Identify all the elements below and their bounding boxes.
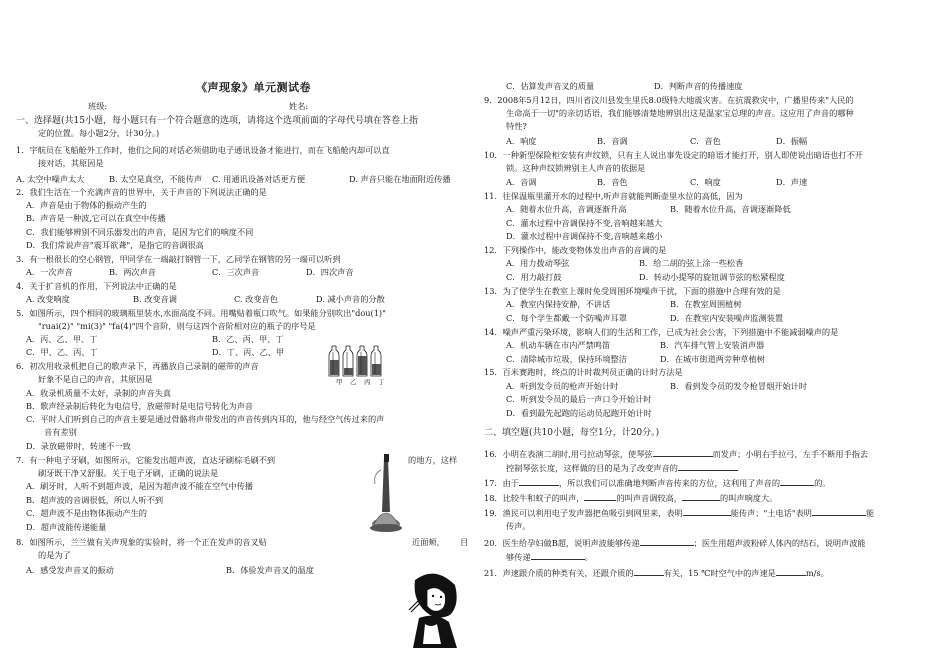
q16-text-3: 控制琴弦长度，这样做的目的是为了改变声音的 <box>506 463 678 473</box>
question-7-cont: 刷牙既干净又舒服。关于电子牙刷，正确的说法是 <box>38 468 219 478</box>
q20-blank-2[interactable] <box>531 551 585 560</box>
q2-option-a: A．声音是由于物体的振动产生的 <box>26 200 147 210</box>
q9-option-d: D．振幅 <box>776 136 808 146</box>
q12-option-a: A．用力拨动琴弦 <box>506 258 570 268</box>
q10-option-c: C．响度 <box>690 177 721 187</box>
q17-text-3: 的。 <box>814 478 831 488</box>
q10-option-d: D．声速 <box>776 177 808 187</box>
q6-option-d: D．录放磁带时，转速不一致 <box>26 441 131 451</box>
section-1-heading: 一、选择题(共15小题，每小题只有一个符合题意的选项，请将这个选项前面的字母代号填在答卷上指 <box>16 116 418 126</box>
q6-option-c: C．平时人们听到自己的声音主要是通过骨骼将声带发出的声音传到内耳的，他与经空气传过来的声 <box>26 414 385 424</box>
q20-text-2: ；医生用超声波粉碎人体内的结石，说明声波能 <box>693 538 866 548</box>
question-13: 13．为了使学生在教室上课时免受周围环境噪声干扰，下面的措施中合理有效的是 <box>484 286 781 296</box>
q4-option-a: A. 改变响度 <box>26 294 70 304</box>
question-11: 11．往保温瓶里灌开水的过程中,听声音就能判断壶里水位的高低，因为 <box>484 191 743 201</box>
q17-blank-2[interactable] <box>780 477 814 486</box>
question-6: 6．初次用收录机把自己的歌声录下，再播放自己录制的磁带的声音 <box>16 361 259 371</box>
q12-option-d: D．转动小提琴的旋钮调节弦的松紧程度 <box>639 272 785 282</box>
q4-option-b: B. 改变音调 <box>133 294 177 304</box>
q2-option-b: B．声音是一种波,它可以在真空中传播 <box>26 213 166 223</box>
q11-option-c: C．灌水过程中音调保持不变,音响越来越大 <box>506 218 663 228</box>
q16-blank-2[interactable] <box>678 462 738 471</box>
q16-text-2: 而发声；小明右手拉弓，左手不断用手指去 <box>712 449 869 459</box>
question-5: 5．如图所示，四个相同的玻璃瓶里装水,水面高度不同。用嘴贴着瓶口吹气。如果能分别吹出"dou(1)" <box>16 308 386 318</box>
section-2-heading: 二、填空题(共10小题，每空1分，计20分。) <box>484 428 660 438</box>
q10-option-b: B．音色 <box>597 177 628 187</box>
q18-blank-2[interactable] <box>682 492 720 501</box>
q17-text-2: ，所以我们可以准确地判断声音传来的方位，这利用了声音的 <box>558 478 781 488</box>
question-18 <box>484 492 777 504</box>
q14-option-b: B．汽车排气管上安装消声器 <box>660 340 765 350</box>
q18-text-3: 的叫声响度大。 <box>720 493 778 503</box>
question-5-cont: "ruai(2)" "mi(3)" "fa(4)"四个音阶，则与这四个音阶相对应的瓶子的序号是 <box>38 321 316 331</box>
q3-option-d: D．四次声音 <box>306 267 354 277</box>
question-1-cont: 接对话，其原因是 <box>38 158 104 168</box>
q9-option-b: B．音调 <box>597 136 628 146</box>
question-17 <box>484 477 830 489</box>
question-16-cont <box>506 462 738 474</box>
q6-option-b: B．歌声经录制后转化为电信号，放磁带时是电信号转化为声音 <box>26 401 254 411</box>
q7-option-d: D．超声波能传递能量 <box>26 522 107 532</box>
q3-option-b: B．两次声音 <box>109 267 156 277</box>
question-7-tail: 的地方，这样 <box>408 455 458 465</box>
q13-option-d: D．在教室内安装噪声监测装置 <box>670 313 784 323</box>
question-8-cont: 的是为了 <box>38 550 71 560</box>
q19-blank-2[interactable] <box>812 507 866 516</box>
question-16 <box>484 448 868 460</box>
q11-option-a: A．随着水位升高，音调逐渐升高 <box>506 204 627 214</box>
q2-option-d: D．我们常说声音"震耳欲聋"，是指它的音调很高 <box>26 240 204 250</box>
question-8-tail2: 目 <box>460 537 469 547</box>
q17-text-1: 17．由于 <box>484 478 519 488</box>
q12-option-c: C．用力敲打鼓 <box>506 272 562 282</box>
q15-option-a: A．听到发令员的枪声开始计时 <box>506 381 619 391</box>
q17-blank-1[interactable] <box>519 477 559 486</box>
q21-blank-1[interactable] <box>634 567 664 576</box>
page-title: 《声现象》单元测试卷 <box>196 81 311 94</box>
q20-text-4: 。 <box>584 552 593 562</box>
q15-option-c: C．听到发令员的最后一声口令开始计时 <box>506 394 652 404</box>
q14-option-a: A．机动车辆在市内严禁鸣笛 <box>506 340 611 350</box>
q3-option-a: A．一次声音 <box>26 267 73 277</box>
bottle-label-ding: 丁 <box>378 378 385 386</box>
q7-option-b: B．超声波的音调很低，所以人听不到 <box>26 495 164 505</box>
q7-option-c: C．超声波不是由物体振动产生的 <box>26 508 147 518</box>
q4-option-d: D. 减小声音的分散 <box>316 294 385 304</box>
q7-option-a: A．刷牙时，人听不到超声波，是因为超声波不能在空气中传播 <box>26 481 253 491</box>
question-10-cont: 锁。这种声纹锁辨别主人声音的依据是 <box>506 163 646 173</box>
q5-option-b: B．乙、丙、甲、丁 <box>212 334 284 344</box>
q18-blank-1[interactable] <box>584 492 616 501</box>
question-9-cont: 生命高于一切"的亲切话语，我们能够清楚地辨别出这是温家宝总理的声音。这应用了声音的哪种 <box>506 108 854 118</box>
question-14: 14．噪声严重污染环境，影响人们的生活和工作，已成为社会公害，下列措施中不能减弱噪声的是 <box>484 327 839 337</box>
question-8-tail: 近面颊， <box>412 537 445 547</box>
q1-option-c: C. 用通讯设备对话更方便 <box>212 174 306 184</box>
q4-option-c: C. 改变音色 <box>234 294 278 304</box>
q21-blank-2[interactable] <box>776 567 806 576</box>
q2-option-c: C．我们能够辨别不同乐器发出的声音，是因为它们的响度不同 <box>26 227 254 237</box>
q21-text-2: 有关，15 ℃时空气中的声速是 <box>663 568 776 578</box>
question-19-cont: 传声。 <box>506 521 531 531</box>
question-4: 4．关于扩音机的作用，下列说法中正确的是 <box>16 281 177 291</box>
bottle-label-yi: 乙 <box>350 378 357 386</box>
q20-text-3: 够传递 <box>506 552 531 562</box>
q20-text-1: 20．医生给孕妇做B超，说明声波能够传递 <box>484 538 640 548</box>
question-6-cont: 好象不是自己的声音，其原因是 <box>38 374 153 384</box>
q14-option-c: C．清除城市垃圾，保持环境整洁 <box>506 354 627 364</box>
q16-blank-1[interactable] <box>653 448 713 457</box>
q8-option-a: A．感受发声音叉的振动 <box>26 565 114 575</box>
q5-option-c: C．甲、乙、丙、丁 <box>26 347 98 357</box>
bottle-label-jia: 甲 <box>336 378 343 386</box>
q15-option-b: B．看到发令员的发令枪冒烟开始计时 <box>670 381 808 391</box>
q11-option-b: B．随着水位升高，音调逐渐降低 <box>670 204 791 214</box>
q10-option-a: A．音调 <box>506 177 537 187</box>
class-label: 班级: <box>88 101 108 111</box>
q21-text-1: 21．声速跟介质的种类有关，还跟介质的 <box>484 568 634 578</box>
q21-text-3: m/s。 <box>805 568 829 578</box>
q19-text-2: 能传声；"土电话"表明 <box>730 508 812 518</box>
question-9-cont2: 特性? <box>506 121 527 131</box>
girl-tuning-fork-figure <box>405 570 465 650</box>
q5-option-d: D．丁、丙、乙、甲 <box>212 347 285 357</box>
q13-option-a: A．教室内保持安静，不讲话 <box>506 299 611 309</box>
q19-text-3: 能 <box>865 508 875 518</box>
toothbrush-figure <box>366 452 406 537</box>
q19-blank-1[interactable] <box>683 507 731 516</box>
q11-option-d: D．灌水过程中音调保持不变,音响越来越小 <box>506 231 663 241</box>
q15-option-d: D．看到最先起跑的运动员起跑开始计时 <box>506 408 652 418</box>
q14-option-d: D．在城市街道两旁种草植树 <box>660 354 765 364</box>
question-8: 8．如图所示，兰兰做有关声现象的实验时，将一个正在发声的音叉贴 <box>16 537 267 547</box>
question-7: 7．有一种电子牙刷，如图所示，它能发出超声波，直达牙刷棕毛刷不到 <box>16 455 276 465</box>
section-1-heading-cont: 定的位置。每小题2分，计30分。) <box>38 128 160 138</box>
q1-option-a: A. 太空中噪声太大 <box>16 174 85 184</box>
q9-option-c: C．音色 <box>690 136 721 146</box>
q1-option-b: B. 太空是真空，不能传声 <box>109 174 203 184</box>
bottle-label-bing: 丙 <box>364 378 371 386</box>
question-21 <box>484 567 829 579</box>
q8-option-d: D．判断声音的传播速度 <box>654 81 743 91</box>
q1-option-d: D. 声音只能在地面附近传播 <box>349 174 451 184</box>
q13-option-b: B．在教室周围植树 <box>670 299 742 309</box>
q18-text-2: 的叫声音调较高， <box>616 493 682 503</box>
q3-option-c: C．三次声音 <box>212 267 260 277</box>
question-9: 9．2008年5月12日，四川省汶川县发生里氏8.0级特大地震灾害。在抗震救灾中，广播里传来"人民的 <box>484 95 854 105</box>
q9-option-a: A．响度 <box>506 136 537 146</box>
question-15: 15．百米赛跑时，终点的计时裁判员正确的计时方法是 <box>484 367 683 377</box>
q8-option-c: C．估算发声音叉的质量 <box>506 81 595 91</box>
question-12: 12．下列操作中，能改变物体发出声音的音调的是 <box>484 245 667 255</box>
name-label: 姓名: <box>289 101 309 111</box>
question-20-cont <box>506 551 593 563</box>
q20-blank-1[interactable] <box>640 537 694 546</box>
q6-option-c-cont: 音有差别 <box>44 427 77 437</box>
q19-text-1: 19．渔民可以利用电子发声器把鱼吸引到网里来，表明 <box>484 508 683 518</box>
q18-text-1: 18．比较牛和蚊子的叫声， <box>484 493 585 503</box>
q6-option-a: A．收录机质量不太好，录制的声音失真 <box>26 388 172 398</box>
question-10: 10．一种新型保险柜安装有声纹锁，只有主人说出事先设定的暗语才能打开，别人即使说出暗语也打不开 <box>484 150 863 160</box>
question-20 <box>484 537 866 549</box>
question-3: 3．有一根很长的空心钢管，甲同学在一端敲打钢管一下，乙同学在钢管的另一端可以听到 <box>16 254 341 264</box>
q5-option-a: A．丙、乙、甲、丁 <box>26 334 98 344</box>
question-1: 1．宇航员在飞船舱外工作时，他们之间的对话必须借助电子通讯设备才能进行，而在飞船舱内却可以直 <box>16 145 390 155</box>
question-2: 2．我们生活在一个充满声音的世界中，关于声音的下列说法正确的是 <box>16 187 267 197</box>
q16-text-1: 16．小明在表演二胡时,用弓拉动琴弦，使琴弦 <box>484 449 653 459</box>
q13-option-c: C．每个学生都戴一个防噪声耳罩 <box>506 313 627 323</box>
q12-option-b: B．给二胡的弦上涂一些松香 <box>639 258 744 268</box>
question-19 <box>484 507 874 519</box>
q8-option-b: B．体验发声音叉的温度 <box>226 565 314 575</box>
